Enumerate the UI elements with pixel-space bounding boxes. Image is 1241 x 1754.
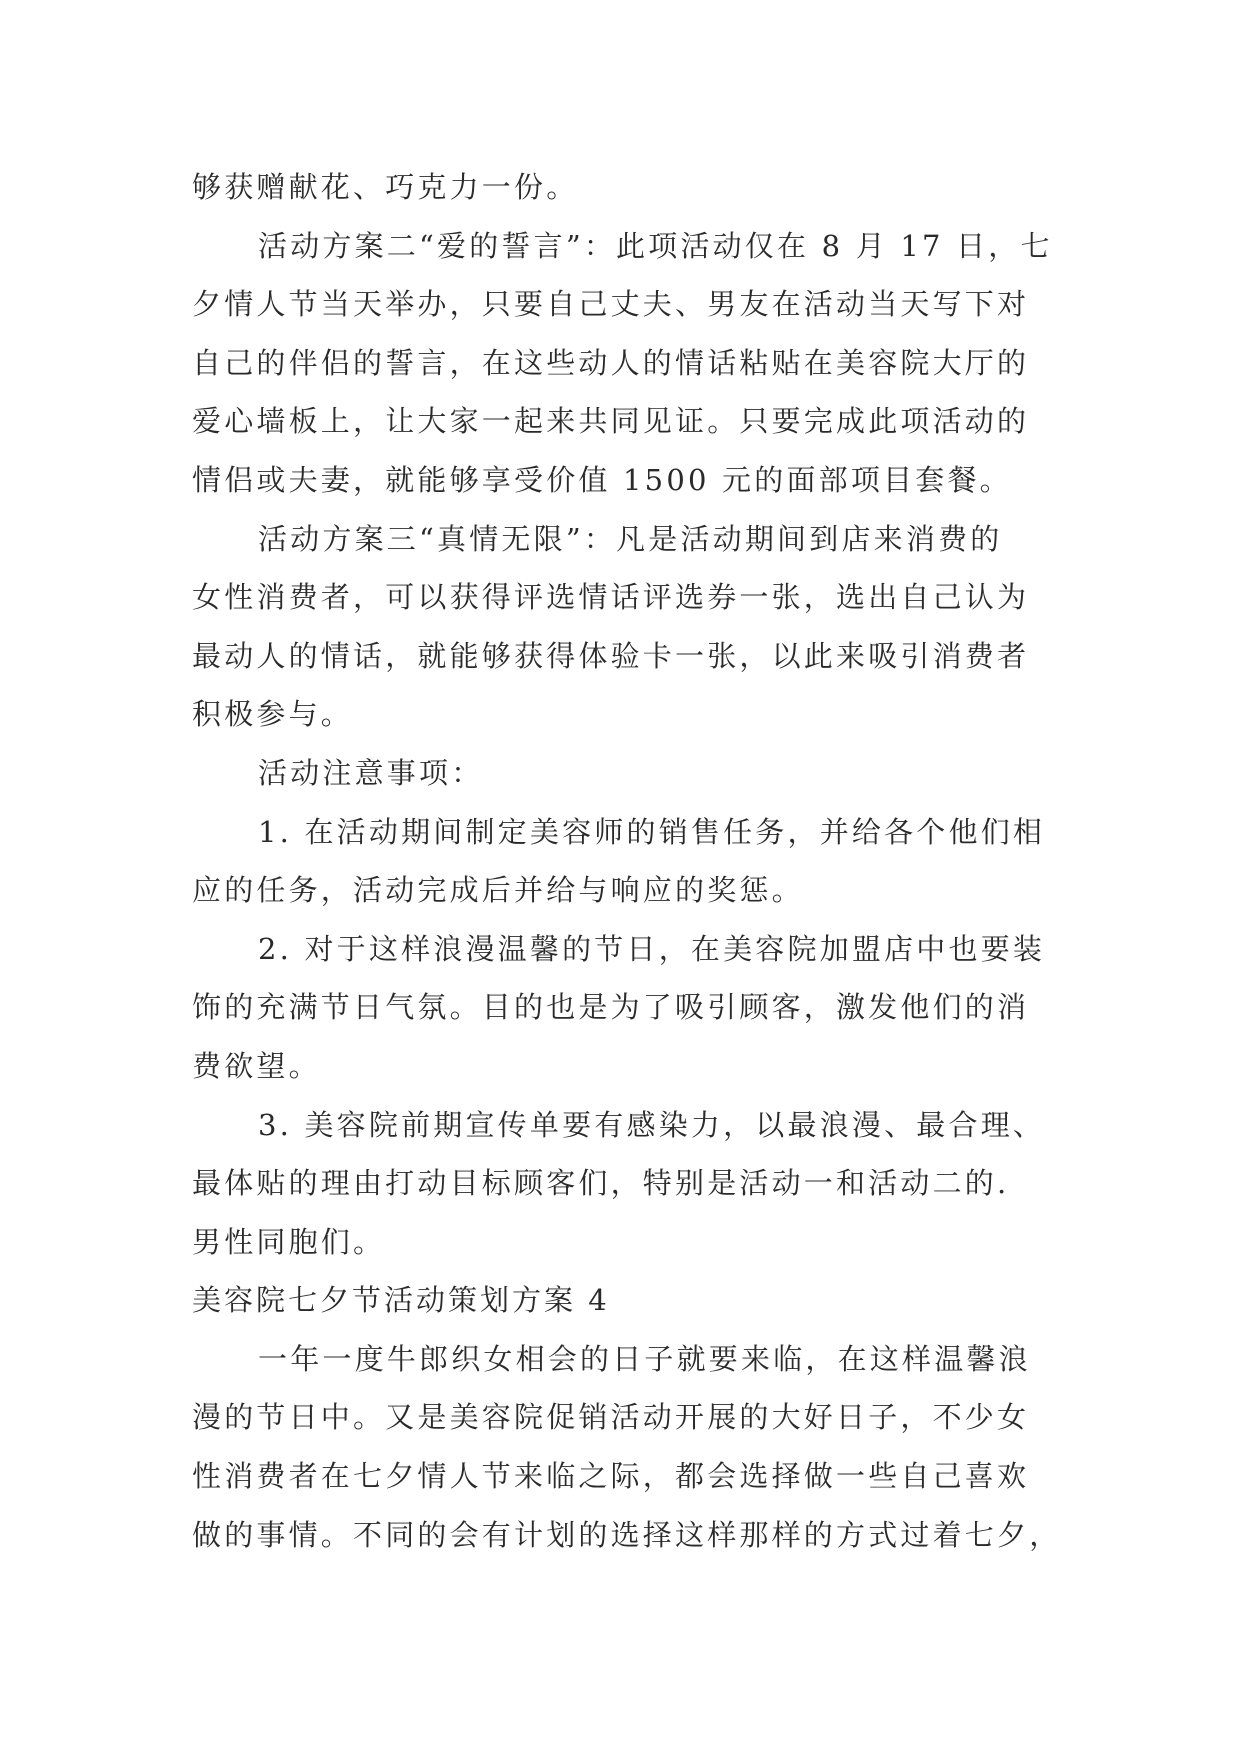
text-line: 情侣或夫妻，就能够享受价值 1500 元的面部项目套餐。: [192, 462, 1012, 497]
section-heading: 美容院七夕节活动策划方案 4: [192, 1283, 610, 1318]
list-item-line: 2. 对于这样浪漫温馨的节日，在美容院加盟店中也要装: [258, 931, 1046, 966]
text-line: 够获赠献花、巧克力一份。: [192, 170, 579, 204]
list-item-line: 最体贴的理由打动目标顾客们，特别是活动一和活动二的.: [192, 1166, 1010, 1201]
text-line: 活动注意事项：: [258, 755, 484, 790]
list-item-line: 费欲望。: [192, 1048, 321, 1083]
list-item-line: 饰的充满节日气氛。目的也是为了吸引顾客，激发他们的消: [192, 990, 1030, 1025]
list-item-line: 男性同胞们。: [192, 1224, 386, 1259]
text-line: 积极参与。: [192, 697, 354, 732]
list-item-line: 应的任务，活动完成后并给与响应的奖惩。: [192, 873, 804, 908]
text-line: 女性消费者，可以获得评选情话评选券一张，选出自己认为: [192, 580, 1030, 615]
text-line: 夕情人节当天举办，只要自己丈夫、男友在活动当天写下对: [192, 287, 1030, 322]
text-line: 做的事情。不同的会有计划的选择这样那样的方式过着七夕，: [192, 1517, 1062, 1552]
text-line: 最动人的情话，就能够获得体验卡一张，以此来吸引消费者: [192, 638, 1030, 673]
list-item-line: 1. 在活动期间制定美容师的销售任务，并给各个他们相: [258, 814, 1046, 849]
text-line: 性消费者在七夕情人节来临之际，都会选择做一些自己喜欢: [192, 1459, 1030, 1494]
list-item-line: 3. 美容院前期宣传单要有感染力，以最浪漫、最合理、: [258, 1107, 1046, 1142]
text-line: 活动方案三“真情无限”：凡是活动期间到店来消费的: [258, 521, 1003, 556]
text-line: 漫的节日中。又是美容院促销活动开展的大好日子，不少女: [192, 1400, 1030, 1435]
text-line: 活动方案二“爱的誓言”：此项活动仅在 8 月 17 日，七: [258, 228, 1053, 263]
text-line: 爱心墙板上，让大家一起来共同见证。只要完成此项活动的: [192, 404, 1030, 439]
text-line: 自己的伴侣的誓言，在这些动人的情话粘贴在美容院大厅的: [192, 345, 1030, 380]
document-body: [192, 158, 1062, 1564]
text-line: 一年一度牛郎织女相会的日子就要来临，在这样温馨浪: [258, 1341, 1031, 1376]
